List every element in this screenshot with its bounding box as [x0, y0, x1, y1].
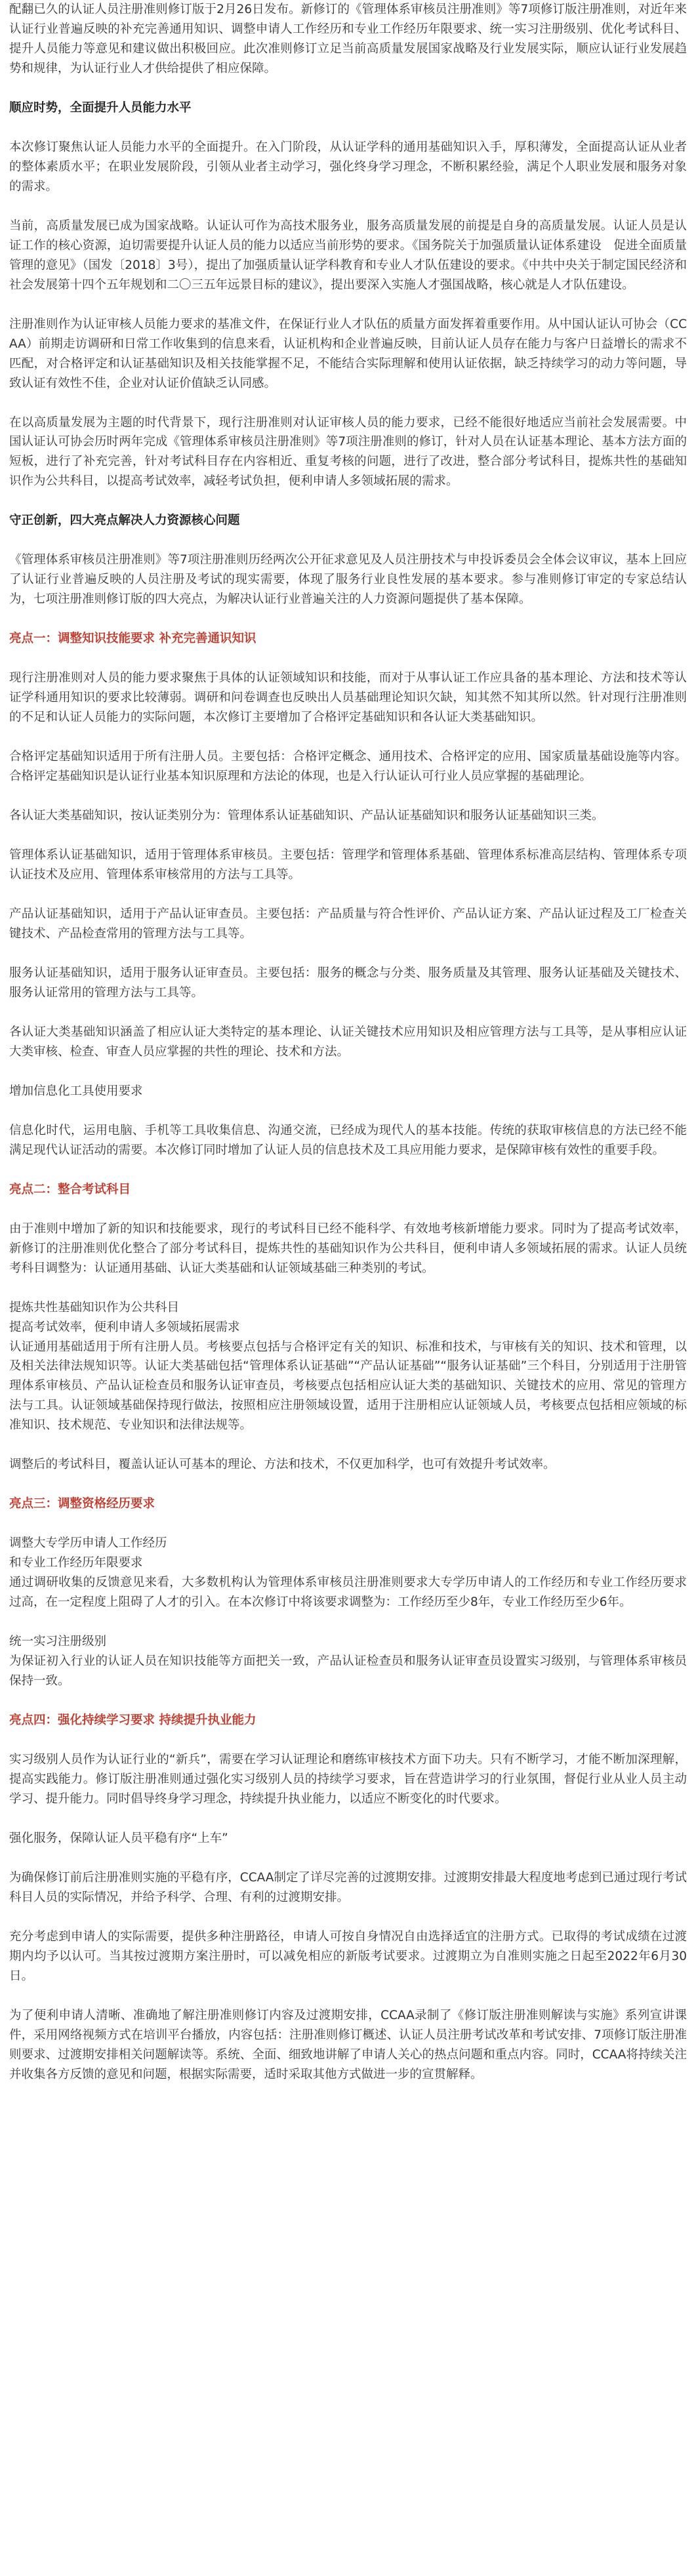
subheading: 和专业工作经历年限要求 — [9, 1556, 143, 1570]
paragraph: 调整后的考试科目，覆盖认证认可基本的理论、方法和技术，不仅更加科学，也可有效提升考试效率。 — [9, 1458, 556, 1472]
paragraph: 在以高质量发展为主题的时代背景下，现行注册准则对认证审核人员的能力要求，已经不能很好地适应当前社会发展需要。中国认证认可协会历时两年完成《管理体系审核员注册准则》等7项注册准则的修订，针对人员在认证基本理论、基本方法方面的短板，进行了补充完善，针对考试科目存在内容相近、重复考核的问题，进行了改进，整合部分考试科目，提炼共性的基础知识作为公共科目，以提高考试效率，减轻考试负担，便利申请人多领域拓展的需求。 — [9, 415, 687, 489]
paragraph: 各认证大类基础知识涵盖了相应认证大类特定的基本理论、认证关键技术应用知识及相应管理方法与工具等，是从事相应认证大类审核、检查、审查人员应掌握的共性的理论、技术和方法。 — [9, 1025, 687, 1059]
paragraph: 由于准则中增加了新的知识和技能要求，现行的考试科目已经不能科学、有效地考核新增能力要求。同时为了提高考试效率，新修订的注册准则优化整合了部分考试科目，提炼共性的基础知识作为公共科目，便利申请人多领域拓展的需求。认证人员统考科目调整为：认证通用基础、认证大类基础和认证领域基础三种类别的考试。 — [9, 1221, 687, 1275]
paragraph: 实习级别人员作为认证行业的“新兵”，需要在学习认证理论和磨练审核技术方面下功夫。只有不断学习，才能不断加深理解，提高实践能力。修订版注册准则通过强化实习级别人员的持续学习要求，旨在营造讲学习的行业氛围，督促行业从业人员主动学习、提升能力。同时倡导终身学习理念，持续提升执业能力，以适应不断变化的时代要求。 — [9, 1753, 687, 1806]
highlight-heading-3: 亮点三：调整资格经历要求 — [9, 1497, 155, 1511]
paragraph: 通过调研收集的反馈意见来看，大多数机构认为管理体系审核员注册准则要求大专学历申请人的工作经历和专业工作经历要求过高，在一定程度上阻碍了人才的引入。在本次修订中将该要求调整为：工作经历至少8年，专业工作经历至少6年。 — [9, 1576, 687, 1610]
highlight-heading-2: 亮点二：整合考试科目 — [9, 1182, 131, 1196]
paragraph-intro: 配翻已久的认证人员注册准则修订版于2月26日发布。新修订的《管理体系审核员注册准则》等7项修订版注册准则，对近年来认证行业普遍反映的补充完善通用知识、调整申请人工作经历和专业工作经历年限要求、统一实习注册级别、优化考试科目、提升人员能力等意见和建议做出积极回应。此次准则修订立足当前高质量发展国家战略及行业发展实际，顺应认证行业发展趋势和规律，为认证行业人才供给提供了相应保障。 — [9, 3, 687, 75]
subheading: 统一实习注册级别 — [9, 1635, 107, 1649]
subheading: 增加信息化工具使用要求 — [9, 1084, 143, 1098]
paragraph: 信息化时代，运用电脑、手机等工具收集信息、沟通交流，已经成为现代人的基本技能。传统的获取审核信息的方法已经不能满足现代认证活动的需要。本次修订同时增加了认证人员的信息技术及工具应用能力要求，是保障审核有效性的重要手段。 — [9, 1123, 687, 1157]
paragraph: 现行注册准则对人员的能力要求聚焦于具体的认证领域知识和技能，而对于从事认证工作应具备的基本理论、方法和技术等认证学科通用知识的要求比较薄弱。调研和问卷调查也反映出人员基础理论知识欠缺，知其然不知其所以然。针对现行注册准则的不足和认证人员能力的实际问题，本次修订主要增加了合格评定基础知识和各认证大类基础知识。 — [9, 671, 687, 725]
subheading: 提高考试效率，便利申请人多领域拓展需求 — [9, 1320, 240, 1334]
paragraph: 为了便利申请人清晰、准确地了解注册准则修订内容及过渡期安排，CCAA录制了《修订版注册准则解读与实施》系列宣讲课件，采用网络视频方式在培训平台播放，内容包括：注册准则修订概述、认证人员注册考试改革和考试安排、7项修订版注册准则要求、过渡期安排相关问题解读等。系统、全面、细致地讲解了申请人关心的热点问题和重点内容。同时，CCAA将持续关注并收集各方反馈的意见和问题，根据实际需要，适时采取其他方式做进一步的宣贯解释。 — [9, 2008, 687, 2081]
paragraph: 当前，高质量发展已成为国家战略。认证认可作为高技术服务业，服务高质量发展的前提是自身的高质量发展。认证人员是认证工作的核心资源，迫切需要提升认证人员的能力以适应当前形势的要求。《国务院关于加强质量认证体系建设 促进全面质量管理的意见》（国发〔2018〕3号），提出了加强质量认证学科教育和专业人才队伍建设的要求。《中共中央关于制定国民经济和社会发展第十四个五年规划和二〇三五年远景目标的建议》，提出要深入实施人才强国战略，核心就是人才队伍建设。 — [9, 218, 687, 292]
highlight-heading-4: 亮点四：强化持续学习要求 持续提升执业能力 — [9, 1713, 256, 1728]
paragraph: 充分考虑到申请人的实际需要，提供多种注册路径，申请人可按自身情况自由选择适宜的注册方式。已取得的考试成绩在过渡期内均予以认可。当其按过渡期方案注册时，可以减免相应的新版考试要求。过渡期立为自准则实施之日起至2022年6月30日。 — [9, 1929, 687, 1983]
subheading: 调整大专学历申请人工作经历 — [9, 1536, 167, 1551]
paragraph: 本次修订聚焦认证人员能力水平的全面提升。在入门阶段，从认证学科的通用基础知识入手，厚积薄发，全面提高认证从业者的整体素质水平；在职业发展阶段，引领从业者主动学习，强化终身学习理念，不断积累经验，满足个人职业发展和服务对象的需求。 — [9, 140, 687, 194]
paragraph: 各认证大类基础知识，按认证类别分为：管理体系认证基础知识、产品认证基础知识和服务认证基础知识三类。 — [9, 809, 604, 823]
section-heading-innovation: 守正创新，四大亮点解决人力资源核心问题 — [9, 514, 240, 528]
paragraph: 为确保修订前后注册准则实施的平稳有序，CCAA制定了详尽完善的过渡期安排。过渡期安排最大程度地考虑到已通过现行考试科目人员的实际情况，并给予科学、合理、有利的过渡期安排。 — [9, 1870, 687, 1904]
paragraph: 产品认证基础知识，适用于产品认证审查员。主要包括：产品质量与符合性评价、产品认证方案、产品认证过程及工厂检查关键技术、产品检查常用的管理方法与工具等。 — [9, 907, 687, 941]
paragraph: 管理体系认证基础知识，适用于管理体系审核员。主要包括：管理学和管理体系基础、管理体系标准高层结构、管理体系专项认证技术及应用、管理体系审核常用的方法与工具等。 — [9, 848, 687, 882]
paragraph: 《管理体系审核员注册准则》等7项注册准则历经两次公开征求意见及人员注册技术与申投诉委员会全体会议审议，基本上回应了认证行业普遍反映的人员注册及考试的现实需要，体现了服务行业良性发展的基本要求。参与准则修订审定的专家总结认为，七项注册准则修订版的四大亮点，为解决认证行业普遍关注的人力资源问题提供了基本保障。 — [9, 553, 687, 607]
subheading: 提炼共性基础知识作为公共科目 — [9, 1300, 180, 1315]
paragraph: 认证通用基础适用于所有注册人员。考核要点包括与合格评定有关的知识、标准和技术，与审核有关的知识、技术和管理，以及相关法律法规知识等。认证大类基础包括“管理体系认证基础”“产品认证基础”“服务认证基础”三个科目，分别适用于注册管理体系审核员、产品认证检查员和服务认证审查员，考核要点包括相应认证大类的基础知识、关键技术的应用、常见的管理方法与工具。认证领域基础保持现行做法，按照相应注册领域设置，适用于注册相应认证领域人员，考核要点包括相应领域的标准知识、技术规范、专业知识和法律法规等。 — [9, 1339, 687, 1433]
paragraph: 服务认证基础知识，适用于服务认证审查员。主要包括：服务的概念与分类、服务质量及其管理、服务认证基础及关键技术、服务认证常用的管理方法与工具等。 — [9, 966, 687, 1000]
paragraph: 合格评定基础知识适用于所有注册人员。主要包括：合格评定概念、通用技术、合格评定的应用、国家质量基础设施等内容。合格评定基础知识是认证行业基本知识原理和方法论的体现，也是入行认证认可行业人员应掌握的基础理论。 — [9, 750, 687, 784]
section-heading-timing: 顺应时势，全面提升人员能力水平 — [9, 100, 192, 115]
subheading: 强化服务，保障认证人员平稳有序“上车” — [9, 1831, 228, 1845]
paragraph: 为保证初入行业的认证人员在知识技能等方面把关一致，产品认证检查员和服务认证审查员设置实习级别，与管理体系审核员保持一致。 — [9, 1654, 687, 1688]
paragraph: 注册准则作为认证审核人员能力要求的基准文件，在保证行业人才队伍的质量方面发挥着重要作用。从中国认证认可协会（CCAA）前期走访调研和日常工作收集到的信息来看，认证机构和企业普遍反映，目前认证人员存在能力与客户日益增长的需求不匹配，对合格评定和认证基础知识及相关技能掌握不足，不能结合实际理解和使用认证依据，缺乏持续学习的动力等问题，导致认证有效性不佳，企业对认证价值缺乏认同感。 — [9, 317, 687, 390]
highlight-heading-1: 亮点一：调整知识技能要求 补充完善通识知识 — [9, 632, 256, 646]
